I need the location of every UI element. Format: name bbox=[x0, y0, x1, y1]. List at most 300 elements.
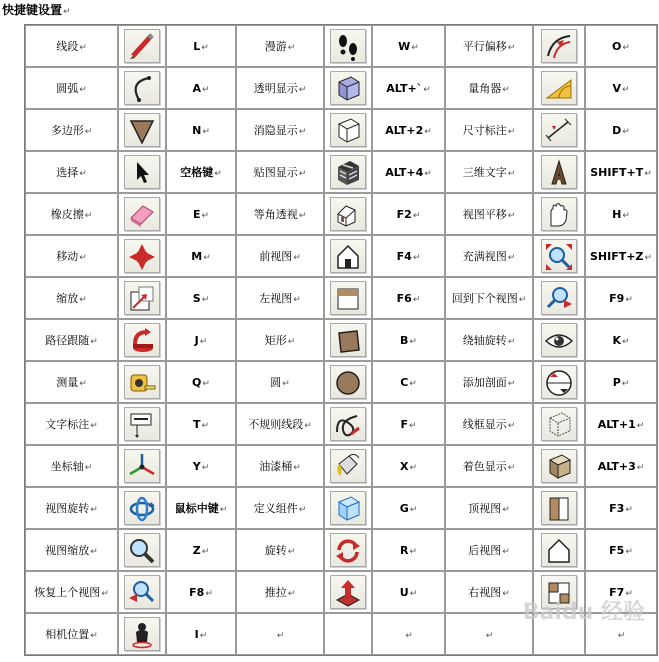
tool-name-cell bbox=[445, 67, 533, 109]
tool-icon-cell bbox=[324, 109, 372, 151]
return-mark: ↵ bbox=[79, 295, 87, 305]
tool-icon-cell bbox=[533, 151, 585, 193]
tool-icon-cell bbox=[324, 571, 372, 613]
shortcut-key: E bbox=[192, 207, 201, 221]
tool-name-cell bbox=[25, 445, 118, 487]
tool-name-cell bbox=[236, 109, 324, 151]
footprints-icon bbox=[330, 29, 366, 63]
shortcut-key: F5 bbox=[609, 543, 625, 557]
shortcut-key-cell bbox=[372, 445, 445, 487]
return-mark: ↵ bbox=[622, 126, 630, 137]
return-mark: ↵ bbox=[304, 421, 312, 431]
tool-name: 贴图显示 bbox=[253, 166, 298, 179]
axes-icon bbox=[124, 449, 160, 483]
table-row bbox=[25, 487, 657, 529]
tool-name: 顶视图 bbox=[468, 502, 502, 515]
return-mark: ↵ bbox=[507, 211, 516, 221]
arrow-cursor-icon bbox=[124, 155, 160, 189]
tape-measure-icon bbox=[124, 365, 160, 399]
shortcut-key-cell bbox=[372, 571, 445, 613]
shortcut-key-cell bbox=[166, 319, 236, 361]
return-mark: ↵ bbox=[214, 169, 222, 179]
tool-name-cell bbox=[445, 571, 533, 613]
shortcut-key-cell bbox=[166, 193, 236, 235]
return-mark: ↵ bbox=[101, 589, 109, 599]
return-mark: ↵ bbox=[502, 85, 510, 95]
tool-icon-cell bbox=[118, 235, 166, 277]
shortcut-key-cell bbox=[372, 319, 445, 361]
tool-icon-cell bbox=[533, 277, 585, 319]
return-mark: ↵ bbox=[84, 211, 93, 221]
shortcut-key: F4 bbox=[396, 249, 412, 263]
tool-name-cell bbox=[445, 235, 533, 277]
tool-name-cell bbox=[25, 277, 118, 319]
shortcut-key-cell bbox=[372, 529, 445, 571]
return-mark: ↵ bbox=[507, 43, 516, 53]
return-mark: ↵ bbox=[621, 378, 630, 389]
eraser-icon bbox=[124, 197, 160, 231]
tool-name-cell bbox=[445, 487, 533, 529]
shortcut-key-cell bbox=[585, 277, 657, 319]
shortcut-key: C bbox=[400, 375, 409, 389]
component-icon bbox=[330, 491, 366, 525]
return-mark: ↵ bbox=[79, 379, 87, 389]
return-mark: ↵ bbox=[298, 211, 307, 221]
shortcut-key: P bbox=[612, 375, 621, 389]
tool-name-cell bbox=[25, 361, 118, 403]
shortcut-key: L bbox=[193, 39, 201, 53]
tool-name: 添加剖面 bbox=[462, 376, 507, 389]
3d-text-icon bbox=[541, 155, 577, 189]
return-mark: ↵ bbox=[636, 462, 645, 473]
shortcut-key: M bbox=[191, 249, 203, 263]
return-mark: ↵ bbox=[518, 295, 527, 305]
shortcut-key-cell bbox=[166, 613, 236, 655]
tool-name: 路径跟随 bbox=[45, 334, 90, 347]
return-mark: ↵ bbox=[203, 252, 211, 263]
return-mark: ↵ bbox=[79, 85, 87, 95]
return-mark: ↵ bbox=[205, 588, 213, 599]
tool-name: 漫游 bbox=[264, 40, 287, 53]
position-camera-icon bbox=[124, 617, 160, 651]
shortcut-key: W bbox=[398, 39, 411, 53]
return-mark: ↵ bbox=[502, 505, 510, 515]
shortcut-key-cell bbox=[166, 25, 236, 67]
shortcut-key: ALT+` bbox=[386, 81, 423, 95]
tool-icon-cell bbox=[533, 361, 585, 403]
tool-name-cell bbox=[25, 487, 118, 529]
return-mark: ↵ bbox=[412, 252, 421, 263]
return-mark: ↵ bbox=[408, 420, 417, 431]
tool-icon-cell bbox=[533, 487, 585, 529]
return-mark: ↵ bbox=[617, 630, 626, 641]
shortcut-key: V bbox=[612, 81, 621, 95]
shortcut-key-cell bbox=[166, 67, 236, 109]
tool-name-cell bbox=[236, 67, 324, 109]
tool-name-cell bbox=[236, 529, 324, 571]
tool-name: 不规则线段 bbox=[248, 418, 304, 431]
return-mark: ↵ bbox=[298, 505, 307, 515]
shortcut-key: 空格键 bbox=[180, 166, 214, 179]
shortcut-key-cell bbox=[585, 445, 657, 487]
tool-name: 后视图 bbox=[468, 544, 502, 557]
return-mark: ↵ bbox=[409, 588, 418, 599]
return-mark: ↵ bbox=[202, 126, 210, 137]
shortcut-key-cell bbox=[585, 193, 657, 235]
shortcut-key: F2 bbox=[396, 207, 412, 221]
shaded-cube-icon bbox=[541, 449, 577, 483]
table-row bbox=[25, 193, 657, 235]
follow-me-icon bbox=[124, 323, 160, 357]
tool-name-cell bbox=[236, 571, 324, 613]
tool-name-cell bbox=[25, 25, 118, 67]
tool-name: 定义组件 bbox=[253, 502, 298, 515]
shortcut-key: ALT+2 bbox=[385, 123, 424, 137]
tool-name: 左视图 bbox=[259, 292, 293, 305]
return-mark: ↵ bbox=[282, 379, 290, 389]
return-mark: ↵ bbox=[84, 463, 93, 473]
tool-name-cell bbox=[445, 361, 533, 403]
return-mark: ↵ bbox=[287, 337, 296, 347]
return-mark: ↵ bbox=[90, 505, 98, 515]
shortcut-key: 鼠标中键 bbox=[174, 502, 219, 515]
tool-name: 右视图 bbox=[468, 586, 502, 599]
tool-name: 选择 bbox=[56, 166, 79, 179]
rotate-icon bbox=[330, 533, 366, 567]
tool-name-cell bbox=[236, 319, 324, 361]
shortcut-key: F8 bbox=[189, 585, 205, 599]
tool-name-cell bbox=[25, 235, 118, 277]
tool-name: 恢复上个视图 bbox=[34, 586, 101, 599]
tool-icon-cell bbox=[533, 193, 585, 235]
shortcut-key: K bbox=[612, 333, 621, 347]
return-mark: ↵ bbox=[409, 462, 418, 473]
return-mark: ↵ bbox=[90, 421, 98, 431]
tool-name: 充满视图 bbox=[462, 250, 507, 263]
iso-house-icon bbox=[330, 197, 366, 231]
tool-name: 坐标轴 bbox=[50, 460, 84, 473]
return-mark: ↵ bbox=[201, 210, 210, 221]
tool-name: 消隐显示 bbox=[253, 124, 298, 137]
back-house-icon bbox=[541, 533, 577, 567]
tool-icon-cell bbox=[533, 25, 585, 67]
shortcut-key-cell bbox=[585, 151, 657, 193]
arc-icon bbox=[124, 71, 160, 105]
return-mark: ↵ bbox=[625, 588, 633, 599]
return-mark: ↵ bbox=[502, 547, 510, 557]
tool-name: 等角透视 bbox=[253, 208, 298, 221]
shortcut-key-cell bbox=[372, 109, 445, 151]
left-view-icon bbox=[330, 281, 366, 315]
front-house-icon bbox=[330, 239, 366, 273]
previous-view-icon bbox=[124, 575, 160, 609]
tool-name-cell bbox=[445, 613, 533, 655]
tool-icon-cell bbox=[324, 67, 372, 109]
tool-name: 测量 bbox=[56, 376, 79, 389]
tool-name-cell bbox=[445, 25, 533, 67]
tool-name: 相机位置 bbox=[45, 628, 90, 641]
offset-icon bbox=[541, 29, 577, 63]
shortcut-key-cell bbox=[585, 235, 657, 277]
magnifier-icon bbox=[124, 533, 160, 567]
shortcut-key-cell bbox=[166, 235, 236, 277]
shortcut-key: F7 bbox=[609, 585, 625, 599]
tool-icon-cell bbox=[118, 277, 166, 319]
return-mark: ↵ bbox=[502, 589, 510, 599]
return-mark: ↵ bbox=[90, 631, 98, 641]
shortcut-key-cell bbox=[166, 109, 236, 151]
tool-name-cell bbox=[445, 277, 533, 319]
table-row bbox=[25, 67, 657, 109]
table-row bbox=[25, 235, 657, 277]
tool-name: 量角器 bbox=[468, 82, 502, 95]
rectangle-icon bbox=[330, 323, 366, 357]
tool-name-cell bbox=[445, 319, 533, 361]
tool-icon-cell bbox=[533, 529, 585, 571]
return-mark: ↵ bbox=[625, 294, 633, 305]
shortcut-key-cell bbox=[166, 571, 236, 613]
tool-name: 回到下个视图 bbox=[451, 292, 518, 305]
return-mark: ↵ bbox=[644, 252, 652, 263]
tool-icon-cell bbox=[118, 193, 166, 235]
tool-name-cell bbox=[25, 109, 118, 151]
return-mark: ↵ bbox=[423, 84, 431, 95]
return-mark: ↵ bbox=[622, 42, 630, 53]
return-mark: ↵ bbox=[298, 169, 307, 179]
textured-cube-icon bbox=[330, 155, 366, 189]
tool-name-cell bbox=[236, 487, 324, 529]
tool-icon-cell bbox=[324, 235, 372, 277]
tool-name: 三维文字 bbox=[462, 166, 507, 179]
shortcut-key-cell bbox=[585, 361, 657, 403]
tool-name: 尺寸标注 bbox=[462, 124, 507, 137]
zoom-extents-icon bbox=[541, 239, 577, 273]
return-mark: ↵ bbox=[507, 127, 516, 137]
shortcut-key-cell bbox=[372, 235, 445, 277]
tool-icon-cell bbox=[118, 487, 166, 529]
tool-icon-cell bbox=[118, 109, 166, 151]
tool-name: 视图平移 bbox=[462, 208, 507, 221]
return-mark: ↵ bbox=[276, 630, 285, 641]
tool-name-cell bbox=[236, 445, 324, 487]
return-mark: ↵ bbox=[507, 379, 516, 389]
tool-name: 圆 bbox=[270, 376, 282, 389]
tool-name: 文字标注 bbox=[45, 418, 90, 431]
shortcut-key: S bbox=[192, 291, 201, 305]
push-pull-icon bbox=[330, 575, 366, 609]
tool-icon-cell bbox=[533, 445, 585, 487]
shortcut-key-cell bbox=[372, 151, 445, 193]
orbit-icon bbox=[124, 491, 160, 525]
section-plane-icon bbox=[541, 365, 577, 399]
shortcut-key: T bbox=[192, 417, 201, 431]
shortcut-key-cell bbox=[585, 529, 657, 571]
polygon-icon bbox=[124, 113, 160, 147]
tool-icon-cell bbox=[533, 67, 585, 109]
tool-name: 橡皮擦 bbox=[50, 208, 84, 221]
return-mark: ↵ bbox=[621, 84, 630, 95]
tool-name: 视图旋转 bbox=[45, 502, 90, 515]
table-row bbox=[25, 445, 657, 487]
return-mark: ↵ bbox=[90, 337, 98, 347]
return-mark: ↵ bbox=[201, 42, 209, 53]
return-mark: ↵ bbox=[201, 84, 210, 95]
shortcut-key-cell bbox=[166, 151, 236, 193]
shortcut-key: Z bbox=[192, 543, 201, 557]
shortcut-key: N bbox=[192, 123, 202, 137]
move-icon bbox=[124, 239, 160, 273]
shortcut-key: Q bbox=[192, 375, 202, 389]
tool-name-cell bbox=[25, 193, 118, 235]
shortcut-key: X bbox=[399, 459, 409, 473]
next-view-icon bbox=[541, 281, 577, 315]
tool-icon-cell bbox=[118, 67, 166, 109]
return-mark: ↵ bbox=[412, 210, 421, 221]
tool-name-cell bbox=[445, 151, 533, 193]
shortcut-key: F6 bbox=[396, 291, 412, 305]
return-mark: ↵ bbox=[219, 505, 228, 515]
return-mark: ↵ bbox=[507, 253, 516, 263]
table-row bbox=[25, 319, 657, 361]
return-mark: ↵ bbox=[424, 168, 432, 179]
tool-icon-cell bbox=[324, 613, 372, 655]
return-mark: ↵ bbox=[412, 294, 421, 305]
shortcut-key-cell bbox=[372, 361, 445, 403]
tool-name: 矩形 bbox=[264, 334, 287, 347]
shortcut-key-cell bbox=[372, 25, 445, 67]
eye-icon bbox=[541, 323, 577, 357]
shortcut-key-cell bbox=[166, 445, 236, 487]
table-row bbox=[25, 403, 657, 445]
shortcut-key-cell bbox=[585, 403, 657, 445]
shortcut-key-cell bbox=[166, 361, 236, 403]
tool-name-cell bbox=[25, 571, 118, 613]
tool-icon-cell bbox=[324, 277, 372, 319]
tool-icon-cell bbox=[324, 445, 372, 487]
return-mark: ↵ bbox=[79, 253, 87, 263]
tool-icon-cell bbox=[118, 403, 166, 445]
shortcut-key-cell bbox=[372, 277, 445, 319]
protractor-icon bbox=[541, 71, 577, 105]
tool-name-cell bbox=[25, 403, 118, 445]
table-row bbox=[25, 361, 657, 403]
tool-name-cell bbox=[236, 25, 324, 67]
return-mark: ↵ bbox=[644, 168, 652, 179]
return-mark: ↵ bbox=[625, 504, 633, 515]
tool-name-cell bbox=[236, 151, 324, 193]
tool-name: 移动 bbox=[56, 250, 79, 263]
tool-name: 旋转 bbox=[264, 544, 287, 557]
text-label-icon bbox=[124, 407, 160, 441]
scale-icon bbox=[124, 281, 160, 315]
table-row bbox=[25, 277, 657, 319]
shortcut-key-cell bbox=[372, 193, 445, 235]
tool-icon-cell bbox=[118, 319, 166, 361]
tool-icon-cell bbox=[324, 193, 372, 235]
return-mark: ↵ bbox=[84, 127, 93, 137]
pencil-icon bbox=[124, 29, 160, 63]
shortcut-table bbox=[24, 24, 658, 656]
shortcut-key: H bbox=[612, 207, 622, 221]
tool-name-cell bbox=[445, 529, 533, 571]
watermark: Baidu 经验 bbox=[522, 600, 645, 625]
tool-name: 绕轴旋转 bbox=[462, 334, 507, 347]
freehand-icon bbox=[330, 407, 366, 441]
tool-icon-cell bbox=[324, 319, 372, 361]
shortcut-key-cell bbox=[585, 487, 657, 529]
shortcut-key-cell bbox=[372, 403, 445, 445]
return-mark: ↵ bbox=[79, 169, 87, 179]
tool-name: 缩放 bbox=[56, 292, 79, 305]
tool-icon-cell bbox=[118, 361, 166, 403]
top-view-icon bbox=[541, 491, 577, 525]
tool-icon-cell bbox=[324, 403, 372, 445]
tool-icon-cell bbox=[324, 361, 372, 403]
tool-name-cell bbox=[445, 445, 533, 487]
return-mark: ↵ bbox=[507, 421, 516, 431]
circle-icon bbox=[330, 365, 366, 399]
return-mark: ↵ bbox=[298, 127, 307, 137]
shortcut-key: A bbox=[192, 81, 201, 95]
return-mark: ↵ bbox=[293, 463, 301, 473]
shortcut-key-cell bbox=[372, 67, 445, 109]
dimension-icon bbox=[541, 113, 577, 147]
tool-name: 透明显示 bbox=[253, 82, 298, 95]
shortcut-key: F9 bbox=[609, 291, 625, 305]
return-mark: ↵ bbox=[507, 337, 516, 347]
tool-name: 油漆桶 bbox=[259, 460, 293, 473]
shortcut-key: U bbox=[399, 585, 409, 599]
tool-icon-cell bbox=[533, 235, 585, 277]
return-mark: ↵ bbox=[79, 43, 87, 53]
tool-name: 前视图 bbox=[259, 250, 293, 263]
tool-name: 视图缩放 bbox=[45, 544, 90, 557]
return-mark: ↵ bbox=[621, 336, 630, 347]
table-row bbox=[25, 151, 657, 193]
return-mark: ↵ bbox=[293, 253, 301, 263]
shortcut-key: G bbox=[399, 501, 409, 515]
shortcut-key: B bbox=[400, 333, 409, 347]
return-mark: ↵ bbox=[622, 210, 630, 221]
shortcut-key: SHIFT+T bbox=[590, 165, 644, 179]
return-mark: ↵ bbox=[625, 546, 633, 557]
shortcut-key-cell bbox=[372, 487, 445, 529]
return-mark: ↵ bbox=[287, 547, 296, 557]
tool-name-cell bbox=[25, 319, 118, 361]
table-row bbox=[25, 25, 657, 67]
return-mark: ↵ bbox=[409, 546, 418, 557]
return-mark: ↵ bbox=[201, 294, 210, 305]
shortcut-key-cell bbox=[372, 613, 445, 655]
tool-name-cell bbox=[445, 403, 533, 445]
return-mark: ↵ bbox=[485, 630, 494, 641]
shortcut-key: J bbox=[194, 333, 199, 347]
shortcut-key: F3 bbox=[609, 501, 625, 515]
table-row bbox=[25, 529, 657, 571]
tool-icon-cell bbox=[324, 25, 372, 67]
wireframe-cube-icon bbox=[541, 407, 577, 441]
tool-name: 推拉 bbox=[264, 586, 287, 599]
tool-icon-cell bbox=[118, 571, 166, 613]
return-mark: ↵ bbox=[411, 42, 419, 53]
shortcut-key-cell bbox=[166, 403, 236, 445]
hidden-line-cube-icon bbox=[330, 113, 366, 147]
return-mark: ↵ bbox=[636, 420, 645, 431]
shortcut-key-cell bbox=[166, 529, 236, 571]
tool-name-cell bbox=[236, 193, 324, 235]
page-title: 快捷键设置↵ bbox=[2, 3, 71, 17]
tool-icon-cell bbox=[118, 445, 166, 487]
